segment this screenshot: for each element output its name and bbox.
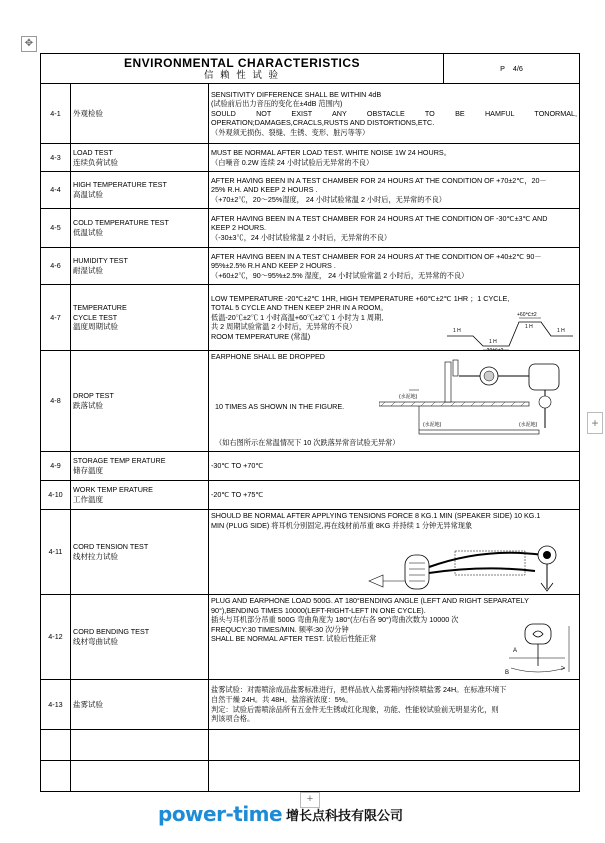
desc-line: SHOULD BE NORMAL AFTER APPLYING TENSIONS FORCE 8 KG.1 MIN (SPEAKER SIDE) 10 KG.1 — [211, 511, 541, 520]
desc-line: SOULD NOT EXIST ANY OBSTACLE TO BE HAMFUL TONORMAL, — [211, 108, 578, 118]
test-name-en: WORK TEMP ERATURE — [73, 485, 153, 495]
test-name-en: CORD BENDING TEST — [73, 627, 150, 637]
cord-tension-figure — [365, 537, 565, 593]
desc-line: (试验前后出力音压的变化在±4dB 范围内) — [211, 99, 343, 109]
test-name-cn: 连续负荷试验 — [73, 157, 118, 167]
row-number: 4-8 — [41, 351, 71, 452]
table-row — [41, 510, 580, 595]
table-row — [41, 209, 580, 248]
desc-line: 自然干燥 24H。共 48H。盐溶液浓度：5%。 — [211, 694, 353, 704]
desc-line: MIN (PLUG SIDE) 将耳机分别固定,再在线材前吊重 8KG 并持续 1 分钟无异常现象 — [211, 520, 473, 530]
test-name-cn: 储存温度 — [73, 466, 103, 475]
table-row — [41, 351, 580, 452]
desc-line: MUST BE NORMAL AFTER LOAD TEST. WHITE NOISE 1W 24 HOURS。 — [211, 147, 451, 157]
row-number: 4-12 — [41, 595, 71, 680]
empty-cell — [71, 761, 209, 792]
desc-line: TOTAL 5 CYCLE AND THEN KEEP 2HR IN A ROOM。 — [211, 303, 388, 313]
desc-line: -30℃ TO +70℃ — [211, 461, 264, 471]
floor-label: (水泥地) — [423, 422, 442, 428]
test-description — [209, 680, 580, 730]
test-name-cn: 工作温度 — [73, 495, 103, 504]
desc-line: 共 2 周期试验常温 2 小时后，无异常的不良） — [211, 322, 357, 332]
cord-bending-figure — [505, 622, 575, 676]
test-name-cn: 跌落试验 — [73, 401, 103, 410]
desc-line: （+60±2℃，90～95%±2.5% 湿度， 24 小时试验常温 2 小时后，无异常的不良） — [211, 270, 469, 280]
empty-cell — [209, 730, 580, 761]
test-name — [71, 510, 209, 595]
test-description — [209, 481, 580, 510]
table-row — [41, 285, 580, 351]
bend-point-b: B — [505, 670, 510, 676]
drop-test-figure — [379, 356, 575, 436]
desc-line: 低温-20℃±2℃ 1 小时高温+60℃±2℃ 1 小时为 1 周期, — [211, 312, 384, 322]
row-number: 4-13 — [41, 680, 71, 730]
table-row — [41, 84, 580, 144]
test-description — [209, 595, 580, 680]
test-name — [71, 285, 209, 351]
desc-line: AFTER HAVING BEEN IN A TEST CHAMBER FOR 24 HOURS AT THE CONDITION OF +40±2℃ 90－ — [211, 251, 542, 261]
cycle-lo-label: -20℃±2 — [485, 347, 504, 352]
desc-line: EARPHONE SHALL BE DROPPED — [211, 352, 325, 361]
test-name — [71, 452, 209, 481]
desc-line: 90°),BENDING TIMES 10000(LEFT-RIGHT-LEFT IN ONE CYCLE). — [211, 605, 426, 615]
desc-line: ROOM TEMPERATURE (常温) — [211, 331, 311, 341]
desc-line: SHALL BE NORMAL AFTER TEST. 试验后性能正常 — [211, 634, 377, 644]
table-move-handle[interactable]: ✥ — [21, 36, 37, 52]
test-name-en-2: CYCLE TEST — [73, 312, 118, 322]
desc-line: 判该项合格。 — [211, 714, 255, 724]
test-name-cn: 线材弯曲试验 — [73, 637, 118, 646]
cycle-duration-label: 1 H — [453, 327, 461, 334]
environmental-characteristics-table — [40, 53, 580, 792]
page-number-cell — [444, 54, 580, 84]
test-name-en: HIGH TEMPERATURE TEST — [73, 180, 167, 190]
test-name-cn: 高温试验 — [73, 190, 103, 199]
desc-line: OPERATION;DAMAGES,CRACLS,RUSTS AND DISTORTIONS,ETC. — [211, 118, 435, 128]
test-name — [71, 209, 209, 248]
desc-line: （外观须无损伤、裂缝、生锈、变形、脏污等等） — [211, 127, 370, 137]
test-name-en: TEMPERATURE — [73, 303, 127, 313]
test-name — [71, 680, 209, 730]
test-name-cn: 外观检验 — [73, 108, 103, 118]
table-row — [41, 452, 580, 481]
desc-line: （白噪音 0.2W 连续 24 小时试验后无异常的不良） — [211, 157, 374, 167]
desc-line: 25% R.H. AND KEEP 2 HOURS . — [211, 185, 318, 195]
test-name-cn: 盐雾试验 — [73, 699, 103, 709]
test-name-cn: 线材拉力试验 — [73, 552, 118, 561]
empty-cell — [41, 730, 71, 761]
company-logo: power-time — [158, 802, 283, 826]
table-row-empty — [41, 730, 580, 761]
row-number: 4-5 — [41, 209, 71, 248]
desc-line: SENSITIVITY DIFFERENCE SHALL BE WITHIN 4dB — [211, 89, 382, 99]
desc-line: （如右图所示在常温情况下 10 次跌落异常音试验无异常） — [215, 438, 400, 447]
cycle-hi-label: +60℃±2 — [517, 311, 537, 318]
test-name — [71, 351, 209, 452]
empty-cell — [209, 761, 580, 792]
test-name-en: CORD TENSION TEST — [73, 542, 149, 552]
test-name — [71, 248, 209, 285]
empty-cell — [71, 730, 209, 761]
table-row — [41, 481, 580, 510]
document-title: ENVIRONMENTAL CHARACTERISTICS — [123, 55, 361, 70]
test-name-cn: 温度周期试验 — [73, 322, 118, 332]
table-row — [41, 144, 580, 172]
row-number: 4-1 — [41, 84, 71, 144]
cycle-duration-label: 1 H — [557, 327, 565, 334]
test-description — [209, 144, 580, 172]
desc-line: KEEP 2 HOURS. — [211, 223, 266, 233]
desc-line: 95%±2.5% R.H AND KEEP 2 HOURS . — [211, 261, 336, 271]
cycle-duration-label: 1 H — [525, 323, 533, 330]
test-description — [209, 209, 580, 248]
desc-line: 10 TIMES AS SHOWN IN THE FIGURE. — [215, 402, 345, 411]
header-title-cell — [41, 54, 444, 84]
desc-line: AFTER HAVING BEEN IN A TEST CHAMBER FOR 24 HOURS AT THE CONDITION OF -30℃±3℃ AND — [211, 213, 548, 223]
test-name-en: STORAGE TEMP ERATURE — [73, 456, 166, 466]
test-name — [71, 144, 209, 172]
desc-line: -20℃ TO +75℃ — [211, 490, 264, 500]
test-description — [209, 248, 580, 285]
desc-line: FREQUCY:30 TIMES/MIN. 频率:30 次/分钟 — [211, 624, 349, 634]
floor-label: (水泥地) — [519, 422, 538, 428]
test-description — [209, 285, 580, 351]
page-footer — [0, 800, 605, 830]
floor-label: (水泥地) — [399, 394, 418, 400]
test-description — [209, 172, 580, 209]
table-row-empty — [41, 761, 580, 792]
test-name-cn: 耐湿试验 — [73, 266, 103, 275]
desc-line: 判定：试验后需喷涂品所有五金件无生锈或红化现象，功能、性能较试验前无明显劣化，则 — [211, 704, 499, 714]
table-row — [41, 595, 580, 680]
test-description — [209, 510, 580, 595]
test-name — [71, 172, 209, 209]
insert-row-button[interactable]: + — [300, 792, 320, 808]
row-number: 4-3 — [41, 144, 71, 172]
desc-line: PLUG AND EARPHONE LOAD 500G. AT 180°BENDING ANGLE (LEFT AND RIGHT SEPARATELY — [211, 596, 529, 605]
test-description — [209, 84, 580, 144]
test-description — [209, 351, 580, 452]
desc-line: LOW TEMPERATURE -20℃±2℃ 1HR, HIGH TEMPERATURE +60℃±2℃ 1HR ；1 CYCLE, — [211, 293, 510, 303]
test-name-cn: 低温试验 — [73, 228, 103, 237]
company-name: 增长点科技有限公司 — [286, 809, 404, 824]
test-name — [71, 481, 209, 510]
row-number: 4-10 — [41, 481, 71, 510]
row-number: 4-11 — [41, 510, 71, 595]
test-name — [71, 595, 209, 680]
page-value: 4/6 — [512, 63, 523, 73]
header-row — [41, 54, 580, 84]
test-name — [71, 84, 209, 144]
cycle-duration-label: 1 H — [489, 338, 497, 345]
row-number: 4-6 — [41, 248, 71, 285]
document-subtitle: 信 赖 性 试 验 — [203, 69, 281, 81]
row-number: 4-7 — [41, 285, 71, 351]
table-row — [41, 248, 580, 285]
page-label: P — [500, 63, 505, 73]
desc-line: （-30±3℃，24 小时试验常温 2 小时后，无异常的不良） — [211, 232, 392, 242]
desc-line: 插头与耳机部分吊重 500G 弯曲角度为 180°(左/右各 90°)弯曲次数为 10000 次 — [211, 615, 459, 625]
empty-cell — [41, 761, 71, 792]
test-name-en: LOAD TEST — [73, 147, 113, 157]
desc-line: 盐雾试验：对需喷涂成品盐雾标准进行，把样品放入盐雾箱内持续喷盐雾 24H。在标准环境下 — [211, 685, 507, 695]
table-row — [41, 680, 580, 730]
row-number: 4-4 — [41, 172, 71, 209]
temperature-cycle-diagram — [445, 310, 575, 351]
test-name-en: DROP TEST — [73, 391, 114, 401]
desc-line: （+70±2℃，20～25%湿度， 24 小时试验常温 2 小时后，无异常的不良） — [211, 194, 446, 204]
test-description — [209, 452, 580, 481]
bend-point-a: A — [513, 648, 518, 654]
desc-line: AFTER HAVING BEEN IN A TEST CHAMBER FOR 24 HOURS AT THE CONDITION OF +70±2℃，20－ — [211, 175, 547, 185]
table-row — [41, 172, 580, 209]
test-name-en: HUMIDITY TEST — [73, 256, 128, 266]
insert-column-button[interactable]: + — [587, 412, 603, 434]
test-name-en: COLD TEMPERATURE TEST — [73, 218, 169, 228]
row-number: 4-9 — [41, 452, 71, 481]
